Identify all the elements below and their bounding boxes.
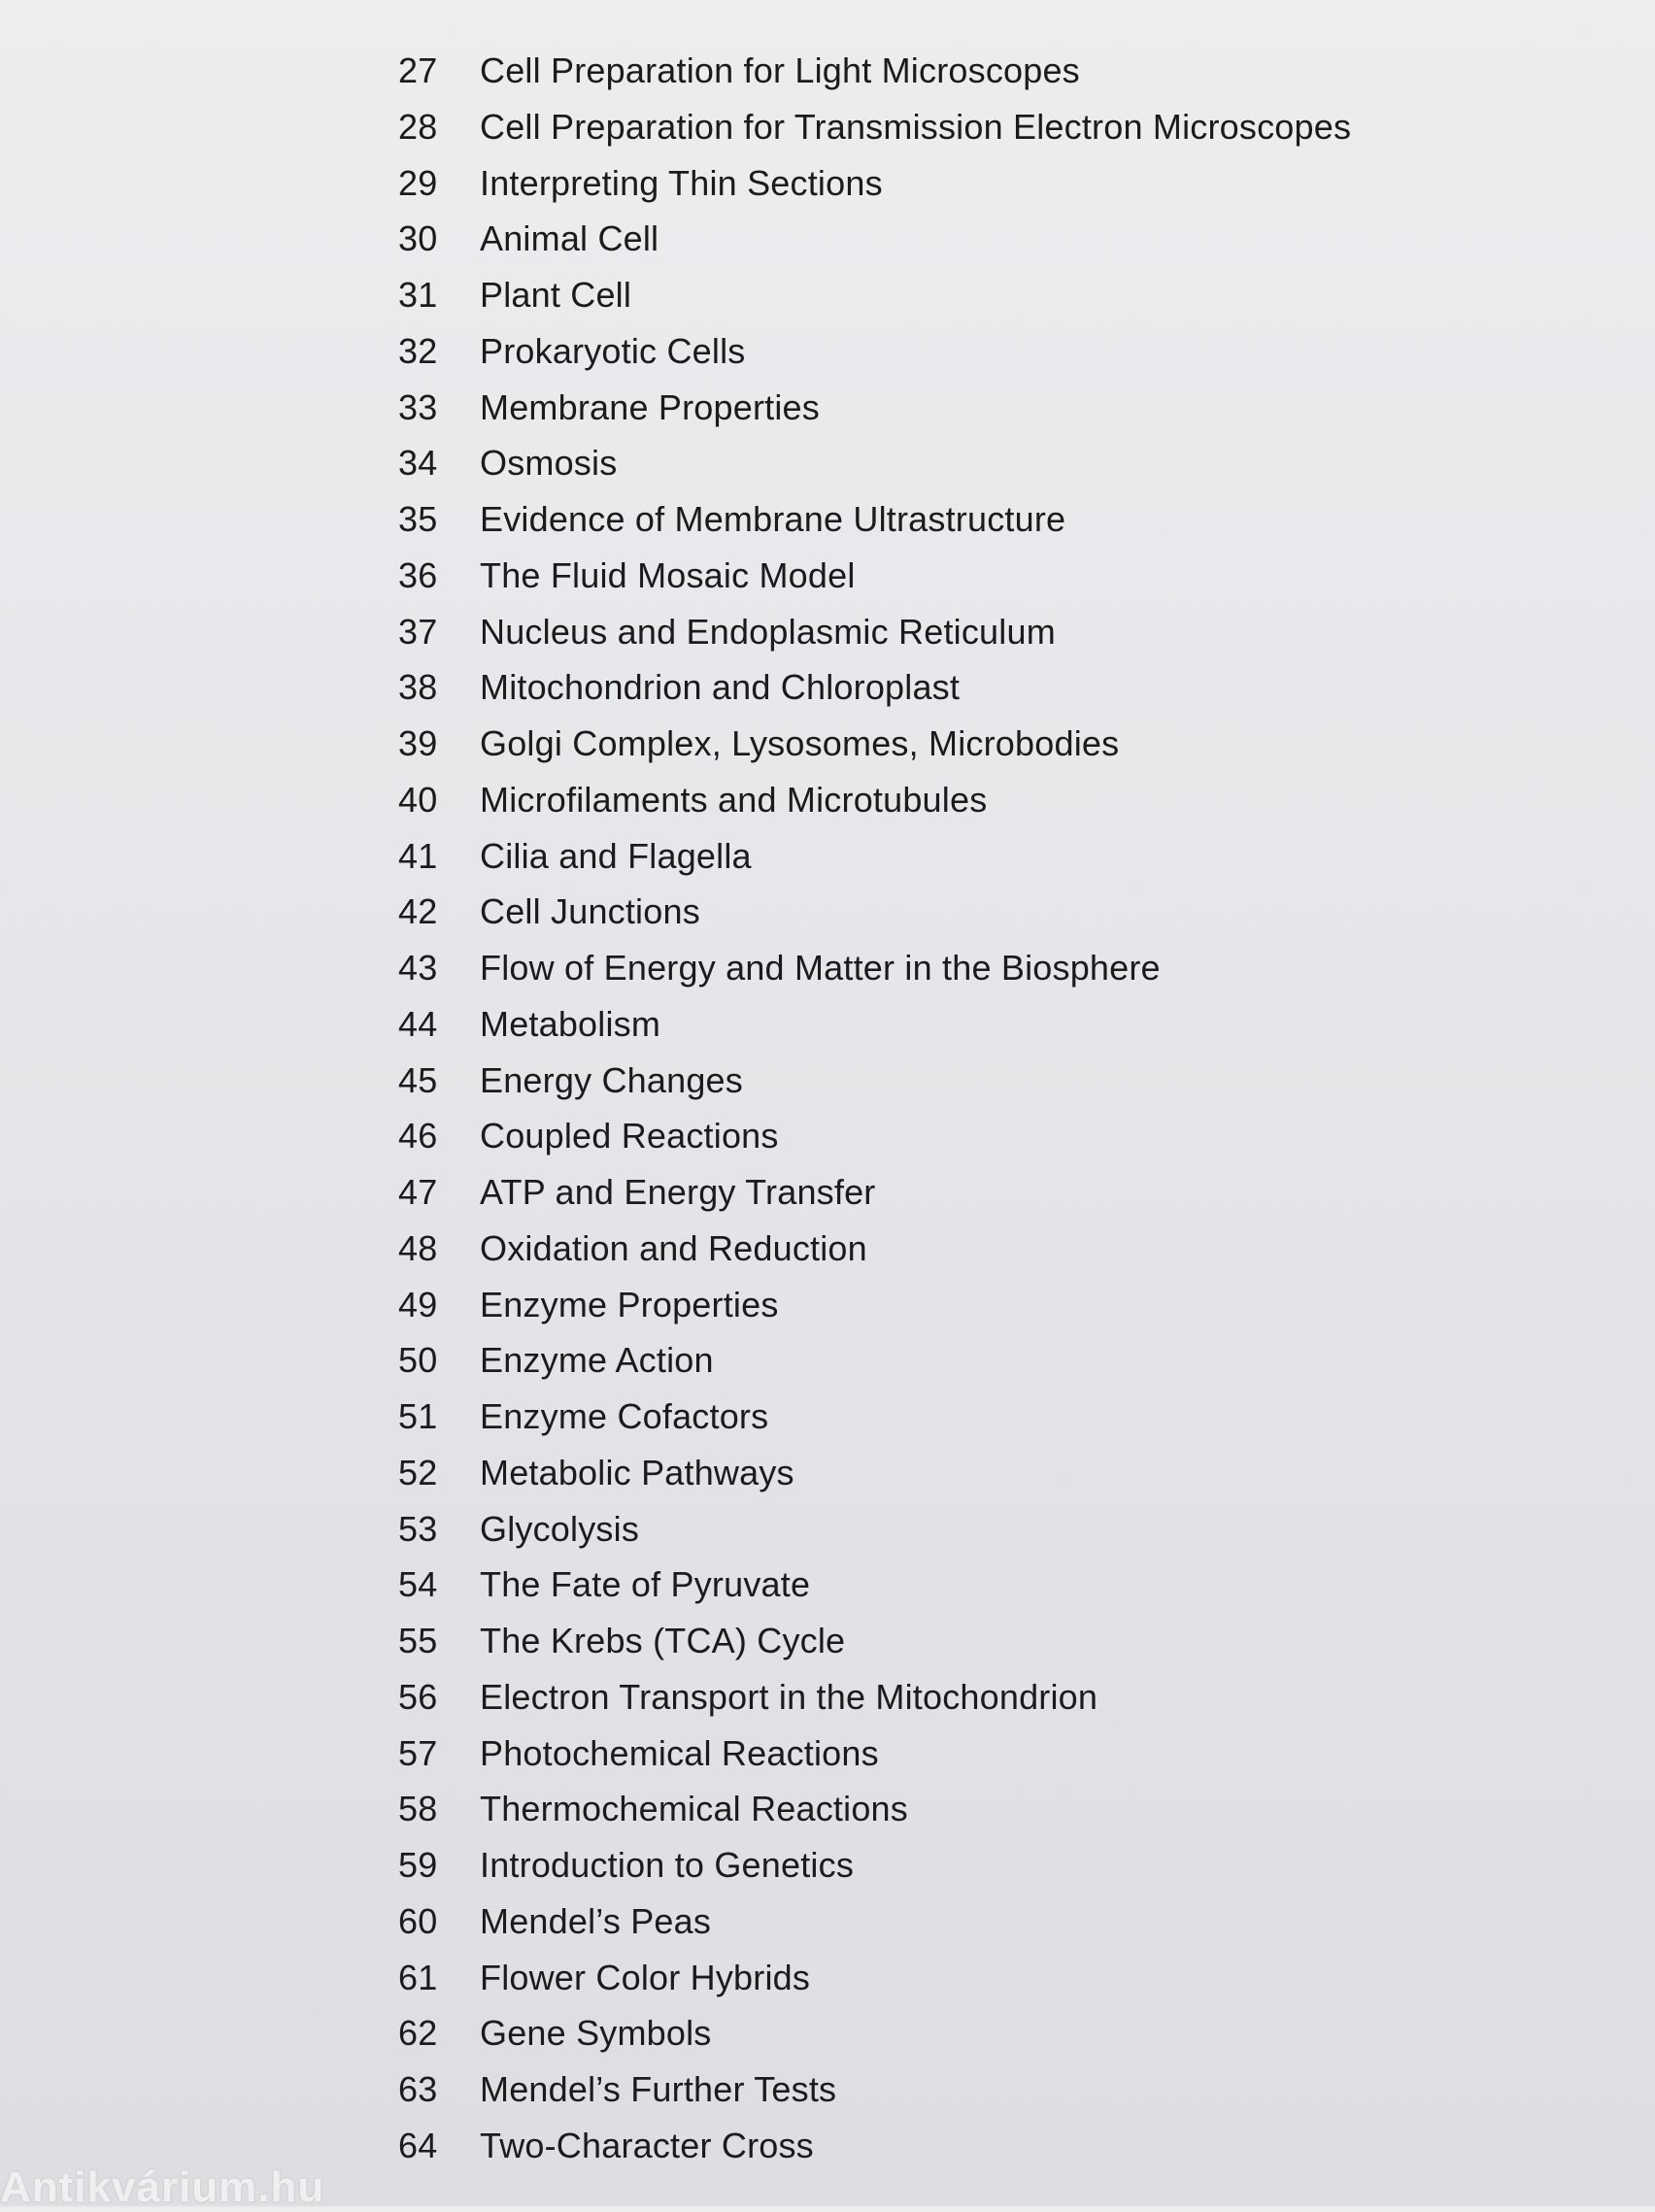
toc-entry-number: 35: [398, 499, 438, 539]
toc-entry: [398, 1108, 1467, 1164]
toc-entry: [398, 1781, 1467, 1837]
toc-entry-title: Interpreting Thin Sections: [480, 162, 883, 203]
toc-entry: [398, 2005, 1467, 2061]
toc-entry-title: Mendel’s Peas: [480, 1900, 712, 1941]
toc-entry-number: 62: [398, 2013, 438, 2054]
toc-entry-number: 42: [398, 891, 438, 932]
toc-entry-number: 53: [398, 1508, 438, 1549]
toc-entry: [398, 1557, 1467, 1613]
toc-entry-number: 47: [398, 1172, 438, 1212]
toc-entry-title: Mendel’s Further Tests: [480, 2069, 837, 2109]
toc-entry-number: 37: [398, 611, 438, 652]
toc-entry-title: Metabolic Pathways: [480, 1452, 794, 1492]
toc-entry-title: Glycolysis: [480, 1508, 640, 1549]
toc-entry-title: Cell Junctions: [480, 891, 700, 932]
toc-entry-title: Animal Cell: [480, 218, 659, 259]
toc-entry: [398, 716, 1467, 772]
toc-entry-title: Flower Color Hybrids: [480, 1957, 811, 1997]
toc-entry-number: 44: [398, 1003, 438, 1044]
toc-entry-number: 45: [398, 1059, 438, 1100]
toc-entry-title: The Krebs (TCA) Cycle: [480, 1621, 846, 1660]
toc-entry: [398, 604, 1467, 660]
toc-entry: [398, 1221, 1467, 1277]
toc-entry: [398, 884, 1467, 940]
toc-entry-title: The Fluid Mosaic Model: [480, 554, 856, 595]
toc-entry-number: 50: [398, 1340, 438, 1381]
toc-entry-number: 28: [398, 106, 438, 147]
toc-entry-title: The Fate of Pyruvate: [480, 1564, 811, 1605]
toc-entry-number: 34: [398, 443, 438, 484]
toc-entry: [398, 2118, 1467, 2174]
toc-entry: [398, 1164, 1467, 1221]
toc-entry-title: Cilia and Flagella: [480, 835, 752, 876]
toc-entry: [398, 1726, 1467, 1782]
toc-entry: [398, 1837, 1467, 1894]
toc-entry-number: 39: [398, 723, 438, 763]
toc-entry-title: Gene Symbols: [480, 2013, 712, 2054]
toc-entry-number: 64: [398, 2125, 438, 2165]
toc-entry-number: 31: [398, 275, 438, 315]
toc-entry: [398, 211, 1467, 267]
watermark: Antikvárium.hu: [0, 2163, 325, 2211]
toc-entry: [398, 1445, 1467, 1501]
toc-entry-number: 27: [398, 50, 438, 90]
toc-entry-title: Enzyme Cofactors: [480, 1396, 769, 1436]
toc-entry-title: Membrane Properties: [480, 386, 820, 427]
toc-entry: [398, 380, 1467, 436]
toc-entry: [398, 940, 1467, 996]
toc-entry-number: 46: [398, 1116, 438, 1156]
toc-entry: [398, 1613, 1467, 1669]
toc-entry-number: 57: [398, 1732, 438, 1773]
toc-entry: [398, 772, 1467, 828]
toc-entry: [398, 1669, 1467, 1726]
toc-entry: [398, 548, 1467, 604]
toc-entry-number: 51: [398, 1396, 438, 1436]
toc-entry-title: Photochemical Reactions: [480, 1732, 879, 1773]
toc-entry-number: 48: [398, 1227, 438, 1268]
toc-entry-number: 32: [398, 330, 438, 371]
toc-entry: [398, 323, 1467, 380]
toc-entry-number: 30: [398, 218, 438, 259]
toc-entry-title: ATP and Energy Transfer: [480, 1172, 876, 1212]
toc-entry: [398, 1950, 1467, 2006]
toc-entry: [398, 996, 1467, 1053]
toc-entry-number: 38: [398, 667, 438, 708]
toc-entry: [398, 828, 1467, 885]
toc-entry-title: Prokaryotic Cells: [480, 330, 746, 371]
toc-entry-title: Enzyme Action: [480, 1340, 714, 1381]
toc-entry-title: Evidence of Membrane Ultrastructure: [480, 499, 1066, 539]
toc-entry-title: Nucleus and Endoplasmic Reticulum: [480, 611, 1056, 652]
toc-entry-title: Microfilaments and Microtubules: [480, 779, 988, 820]
toc-entry: [398, 155, 1467, 212]
toc-entry-title: Electron Transport in the Mitochondrion: [480, 1676, 1098, 1717]
toc-entry-title: Enzyme Properties: [480, 1284, 779, 1324]
toc-entry-title: Cell Preparation for Light Microscopes: [480, 50, 1080, 90]
toc-entry: [398, 1389, 1467, 1445]
toc-entry: [398, 659, 1467, 716]
toc-entry-title: Metabolism: [480, 1003, 661, 1044]
toc-entry-title: Mitochondrion and Chloroplast: [480, 667, 961, 708]
toc-entry-number: 52: [398, 1452, 438, 1492]
toc-entry-number: 61: [398, 1957, 438, 1997]
toc-entry: [398, 1894, 1467, 1950]
toc-entry: [398, 1332, 1467, 1389]
table-of-contents: [398, 43, 1467, 2174]
toc-entry-title: Two-Character Cross: [480, 2125, 814, 2165]
toc-entry: [398, 1501, 1467, 1558]
toc-entry-title: Thermochemical Reactions: [480, 1789, 908, 1829]
toc-entry-number: 29: [398, 162, 438, 203]
toc-entry-number: 63: [398, 2069, 438, 2109]
toc-entry-number: 43: [398, 948, 438, 988]
toc-entry: [398, 435, 1467, 491]
toc-entry-title: Coupled Reactions: [480, 1116, 779, 1156]
toc-entry-number: 49: [398, 1284, 438, 1324]
toc-entry-title: Cell Preparation for Transmission Electron Microscopes: [480, 106, 1352, 147]
toc-entry: [398, 2061, 1467, 2118]
toc-entry-number: 41: [398, 835, 438, 876]
toc-entry-number: 60: [398, 1900, 438, 1941]
toc-entry-number: 58: [398, 1789, 438, 1829]
toc-entry: [398, 1277, 1467, 1333]
toc-entry-number: 36: [398, 554, 438, 595]
toc-entry-title: Introduction to Genetics: [480, 1845, 855, 1885]
toc-entry-number: 40: [398, 779, 438, 820]
toc-entry-number: 59: [398, 1845, 438, 1885]
toc-entry: [398, 99, 1467, 155]
toc-entry-number: 54: [398, 1564, 438, 1605]
toc-entry-title: Osmosis: [480, 443, 618, 484]
toc-entry: [398, 267, 1467, 323]
toc-entry: [398, 43, 1467, 99]
toc-entry-title: Flow of Energy and Matter in the Biosphere: [480, 948, 1161, 988]
toc-entry-number: 56: [398, 1676, 438, 1717]
toc-entry-number: 55: [398, 1621, 438, 1660]
toc-entry-title: Plant Cell: [480, 275, 632, 315]
toc-entry-title: Oxidation and Reduction: [480, 1227, 867, 1268]
toc-entry-title: Energy Changes: [480, 1059, 743, 1100]
toc-entry-number: 33: [398, 386, 438, 427]
toc-entry: [398, 1053, 1467, 1109]
toc-entry: [398, 491, 1467, 548]
toc-entry-title: Golgi Complex, Lysosomes, Microbodies: [480, 723, 1120, 763]
